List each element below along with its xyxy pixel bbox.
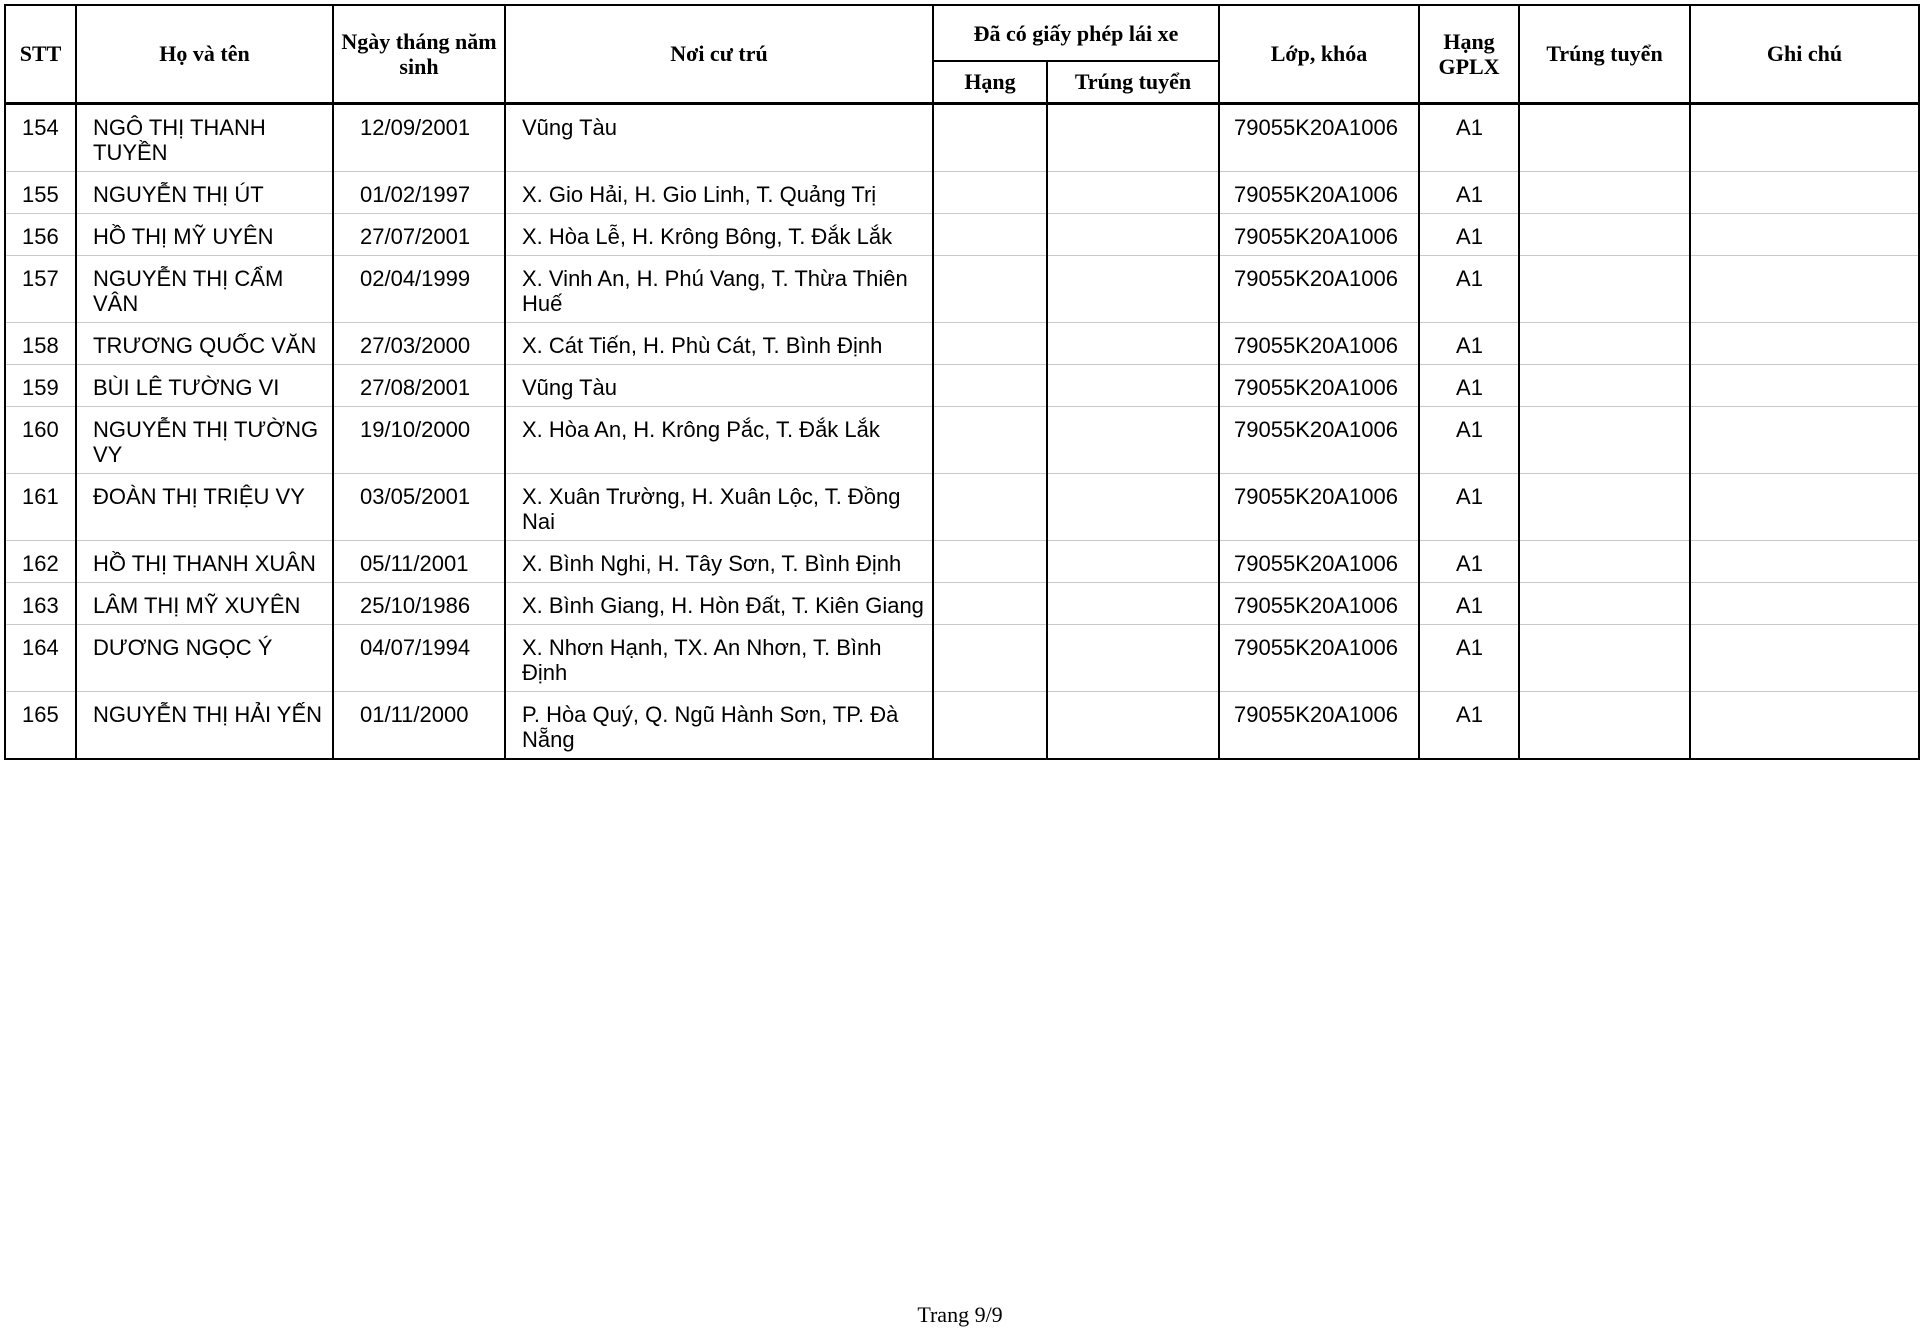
cell-gplx: A1 (1419, 624, 1519, 691)
cell-note (1690, 255, 1919, 322)
header-dob: Ngày tháng năm sinh (333, 5, 505, 103)
header-stt: STT (5, 5, 76, 103)
table-header (5, 5, 1919, 103)
header-license-rank: Hạng (933, 61, 1047, 103)
cell-passed (1519, 322, 1690, 364)
cell-passed (1519, 255, 1690, 322)
cell-license-passed (1047, 364, 1219, 406)
cell-class: 79055K20A1006 (1219, 213, 1419, 255)
cell-gplx: A1 (1419, 691, 1519, 759)
cell-passed (1519, 103, 1690, 171)
cell-class: 79055K20A1006 (1219, 624, 1419, 691)
cell-license-rank (933, 322, 1047, 364)
cell-address: X. Hòa Lễ, H. Krông Bông, T. Đắk Lắk (505, 213, 933, 255)
cell-stt: 160 (5, 406, 76, 473)
cell-stt: 159 (5, 364, 76, 406)
table-row (5, 322, 1919, 364)
table-row (5, 582, 1919, 624)
cell-license-passed (1047, 322, 1219, 364)
cell-license-passed (1047, 540, 1219, 582)
cell-passed (1519, 473, 1690, 540)
cell-license-rank (933, 171, 1047, 213)
cell-dob: 01/02/1997 (333, 171, 505, 213)
cell-dob: 27/08/2001 (333, 364, 505, 406)
table-row (5, 255, 1919, 322)
table-row (5, 103, 1919, 171)
cell-name: NGUYỄN THỊ TƯỜNG VY (76, 406, 333, 473)
cell-license-rank (933, 540, 1047, 582)
cell-stt: 158 (5, 322, 76, 364)
cell-name: TRƯƠNG QUỐC VĂN (76, 322, 333, 364)
cell-stt: 155 (5, 171, 76, 213)
cell-license-passed (1047, 213, 1219, 255)
cell-gplx: A1 (1419, 103, 1519, 171)
cell-address: X. Bình Giang, H. Hòn Đất, T. Kiên Giang (505, 582, 933, 624)
cell-gplx: A1 (1419, 473, 1519, 540)
cell-stt: 162 (5, 540, 76, 582)
cell-stt: 154 (5, 103, 76, 171)
cell-gplx: A1 (1419, 255, 1519, 322)
cell-dob: 02/04/1999 (333, 255, 505, 322)
cell-license-passed (1047, 473, 1219, 540)
cell-gplx: A1 (1419, 582, 1519, 624)
cell-stt: 164 (5, 624, 76, 691)
table-row (5, 691, 1919, 759)
cell-passed (1519, 540, 1690, 582)
cell-passed (1519, 213, 1690, 255)
cell-license-rank (933, 364, 1047, 406)
cell-name: HỒ THỊ MỸ UYÊN (76, 213, 333, 255)
cell-license-rank (933, 582, 1047, 624)
cell-license-rank (933, 103, 1047, 171)
cell-stt: 157 (5, 255, 76, 322)
header-address: Nơi cư trú (505, 5, 933, 103)
cell-license-rank (933, 691, 1047, 759)
header-note: Ghi chú (1690, 5, 1919, 103)
cell-address: Vũng Tàu (505, 103, 933, 171)
cell-gplx: A1 (1419, 406, 1519, 473)
cell-name: NGUYỄN THỊ ÚT (76, 171, 333, 213)
cell-name: ĐOÀN THỊ TRIỆU VY (76, 473, 333, 540)
cell-name: NGUYỄN THỊ HẢI YẾN (76, 691, 333, 759)
cell-address: X. Bình Nghi, H. Tây Sơn, T. Bình Định (505, 540, 933, 582)
cell-dob: 12/09/2001 (333, 103, 505, 171)
cell-name: BÙI LÊ TƯỜNG VI (76, 364, 333, 406)
cell-passed (1519, 171, 1690, 213)
page-number: Trang 9/9 (917, 1302, 1003, 1327)
cell-dob: 01/11/2000 (333, 691, 505, 759)
cell-stt: 161 (5, 473, 76, 540)
cell-name: HỒ THỊ THANH XUÂN (76, 540, 333, 582)
header-class: Lớp, khóa (1219, 5, 1419, 103)
table-row (5, 540, 1919, 582)
cell-license-rank (933, 255, 1047, 322)
table-row (5, 364, 1919, 406)
cell-license-passed (1047, 582, 1219, 624)
cell-passed (1519, 624, 1690, 691)
table-body (5, 103, 1919, 759)
table-row (5, 624, 1919, 691)
cell-license-passed (1047, 624, 1219, 691)
cell-class: 79055K20A1006 (1219, 322, 1419, 364)
cell-dob: 27/07/2001 (333, 213, 505, 255)
cell-stt: 156 (5, 213, 76, 255)
cell-class: 79055K20A1006 (1219, 103, 1419, 171)
cell-address: X. Vinh An, H. Phú Vang, T. Thừa Thiên Huế (505, 255, 933, 322)
cell-note (1690, 691, 1919, 759)
table-row (5, 473, 1919, 540)
cell-stt: 165 (5, 691, 76, 759)
cell-class: 79055K20A1006 (1219, 171, 1419, 213)
header-name: Họ và tên (76, 5, 333, 103)
header-license-group: Đã có giấy phép lái xe (933, 5, 1219, 61)
cell-dob: 05/11/2001 (333, 540, 505, 582)
table-row (5, 213, 1919, 255)
cell-address: X. Hòa An, H. Krông Pắc, T. Đắk Lắk (505, 406, 933, 473)
cell-note (1690, 540, 1919, 582)
cell-note (1690, 364, 1919, 406)
cell-gplx: A1 (1419, 213, 1519, 255)
cell-note (1690, 322, 1919, 364)
cell-address: X. Gio Hải, H. Gio Linh, T. Quảng Trị (505, 171, 933, 213)
cell-gplx: A1 (1419, 171, 1519, 213)
table-row (5, 406, 1919, 473)
cell-gplx: A1 (1419, 364, 1519, 406)
cell-license-rank (933, 213, 1047, 255)
cell-dob: 19/10/2000 (333, 406, 505, 473)
cell-license-passed (1047, 691, 1219, 759)
cell-class: 79055K20A1006 (1219, 473, 1419, 540)
cell-note (1690, 213, 1919, 255)
cell-license-rank (933, 624, 1047, 691)
cell-passed (1519, 364, 1690, 406)
cell-license-passed (1047, 255, 1219, 322)
header-license-passed: Trúng tuyển (1047, 61, 1219, 103)
cell-name: DƯƠNG NGỌC Ý (76, 624, 333, 691)
cell-stt: 163 (5, 582, 76, 624)
cell-gplx: A1 (1419, 540, 1519, 582)
cell-license-passed (1047, 103, 1219, 171)
cell-gplx: A1 (1419, 322, 1519, 364)
roster-table (4, 4, 1920, 760)
cell-dob: 25/10/1986 (333, 582, 505, 624)
cell-address: Vũng Tàu (505, 364, 933, 406)
cell-note (1690, 171, 1919, 213)
header-gplx: Hạng GPLX (1419, 5, 1519, 103)
cell-address: X. Cát Tiến, H. Phù Cát, T. Bình Định (505, 322, 933, 364)
cell-license-rank (933, 406, 1047, 473)
header-passed: Trúng tuyển (1519, 5, 1690, 103)
cell-note (1690, 473, 1919, 540)
cell-name: LÂM THỊ MỸ XUYÊN (76, 582, 333, 624)
cell-license-passed (1047, 406, 1219, 473)
cell-class: 79055K20A1006 (1219, 406, 1419, 473)
cell-license-passed (1047, 171, 1219, 213)
cell-address: X. Xuân Trường, H. Xuân Lộc, T. Đồng Nai (505, 473, 933, 540)
cell-note (1690, 406, 1919, 473)
cell-address: P. Hòa Quý, Q. Ngũ Hành Sơn, TP. Đà Nẵng (505, 691, 933, 759)
cell-note (1690, 103, 1919, 171)
cell-class: 79055K20A1006 (1219, 691, 1419, 759)
table-row (5, 171, 1919, 213)
cell-dob: 27/03/2000 (333, 322, 505, 364)
cell-name: NGUYỄN THỊ CẨM VÂN (76, 255, 333, 322)
cell-class: 79055K20A1006 (1219, 540, 1419, 582)
cell-class: 79055K20A1006 (1219, 582, 1419, 624)
cell-class: 79055K20A1006 (1219, 364, 1419, 406)
cell-note (1690, 624, 1919, 691)
cell-dob: 03/05/2001 (333, 473, 505, 540)
cell-passed (1519, 691, 1690, 759)
cell-passed (1519, 406, 1690, 473)
cell-address: X. Nhơn Hạnh, TX. An Nhơn, T. Bình Định (505, 624, 933, 691)
cell-license-rank (933, 473, 1047, 540)
cell-name: NGÔ THỊ THANH TUYỀN (76, 103, 333, 171)
cell-class: 79055K20A1006 (1219, 255, 1419, 322)
cell-dob: 04/07/1994 (333, 624, 505, 691)
cell-note (1690, 582, 1919, 624)
cell-passed (1519, 582, 1690, 624)
